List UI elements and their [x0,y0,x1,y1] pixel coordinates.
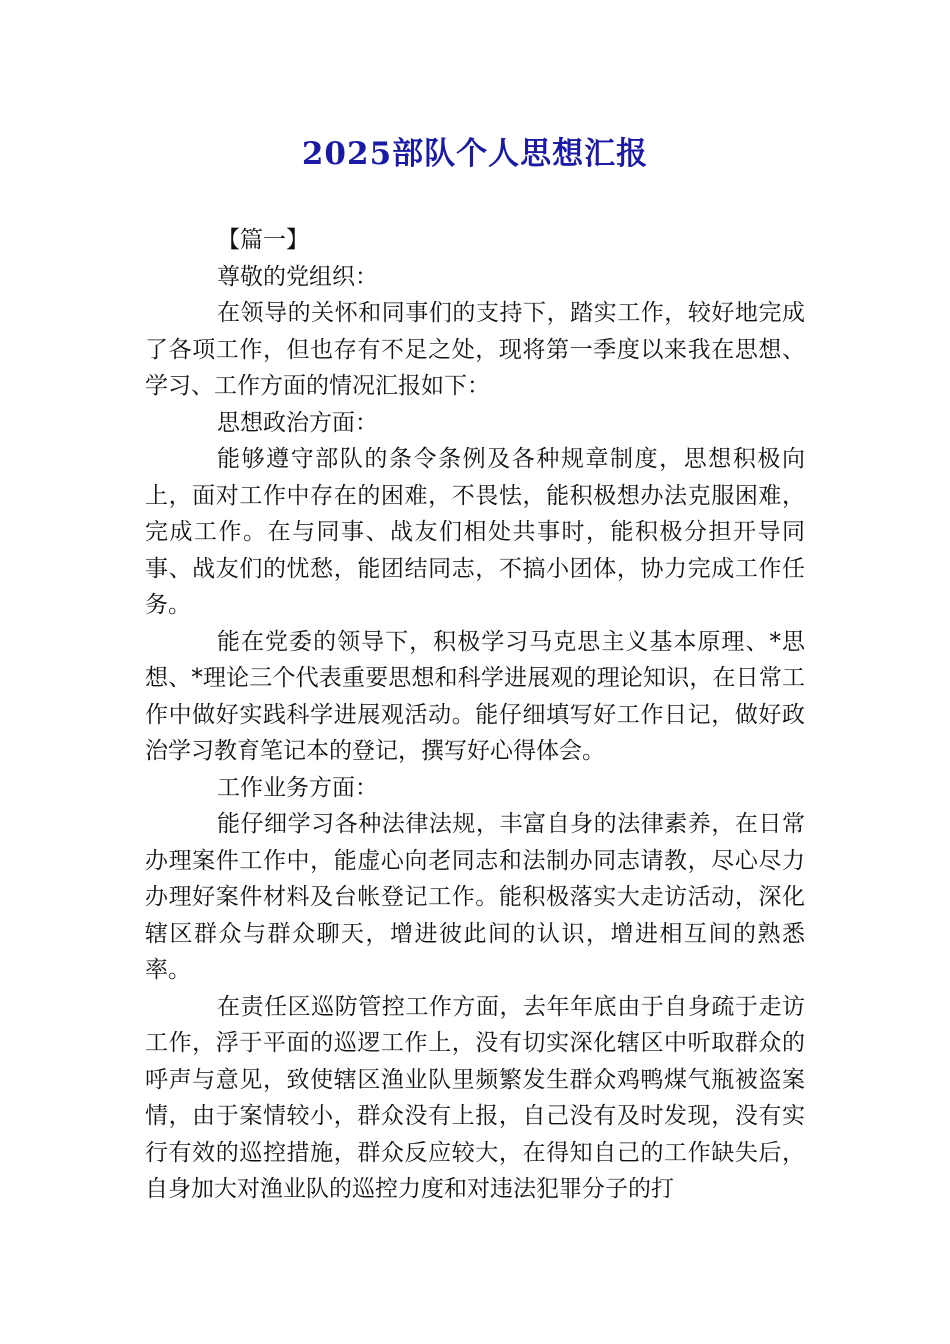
paragraph-study: 能在党委的领导下，积极学习马克思主义基本原理、*思想、*理论三个代表重要思想和科学进展观的理论知识，在日常工作中做好实践科学进展观活动。能仔细填写好工作日记，做好政治学习教育笔记本的登记，撰写好心得体会。 [145,628,805,764]
paragraph-work: 能仔细学习各种法律法规，丰富自身的法律素养，在日常办理案件工作中，能虚心向老同志和法制办同志请教，尽心尽力办理好案件材料及台帐登记工作。能积极落实大走访活动，深化辖区群众与群众聊天，增进彼此间的认识，增进相互间的熟悉率。 [145,811,805,983]
paragraph-patrol: 在责任区巡防管控工作方面，去年年底由于自身疏于走访工作，浮于平面的巡逻工作上，没有切实深化辖区中听取群众的呼声与意见，致使辖区渔业队里频繁发生群众鸡鸭煤气瓶被盗案情，由于案情较小，群众没有上报，自己没有及时发现，没有实行有效的巡控措施，群众反应较大，在得知自己的工作缺失后，自身加大对渔业队的巡控力度和对违法犯罪分子的打 [145,993,805,1202]
section-heading: 【篇一】 [217,227,309,253]
document-title: 2025部队个人思想汇报 [301,136,649,172]
subheading-ideology: 思想政治方面： [217,409,378,436]
subheading-work: 工作业务方面： [217,774,378,801]
paragraph-ideology: 能够遵守部队的条令条例及各种规章制度，思想积极向上，面对工作中存在的困难，不畏怯，能积极想办法克服困难，完成工作。在与同事、战友们相处共事时，能积极分担开导同事、战友们的忧愁，能团结同志，不搞小团体，协力完成工作任务。 [145,446,805,618]
document-body [145,222,805,1208]
intro-paragraph: 在领导的关怀和同事们的支持下，踏实工作，较好地完成了各项工作，但也存有不足之处，现将第一季度以来我在思想、学习、工作方面的情况汇报如下： [145,300,805,399]
salutation: 尊敬的党组织： [217,263,378,290]
